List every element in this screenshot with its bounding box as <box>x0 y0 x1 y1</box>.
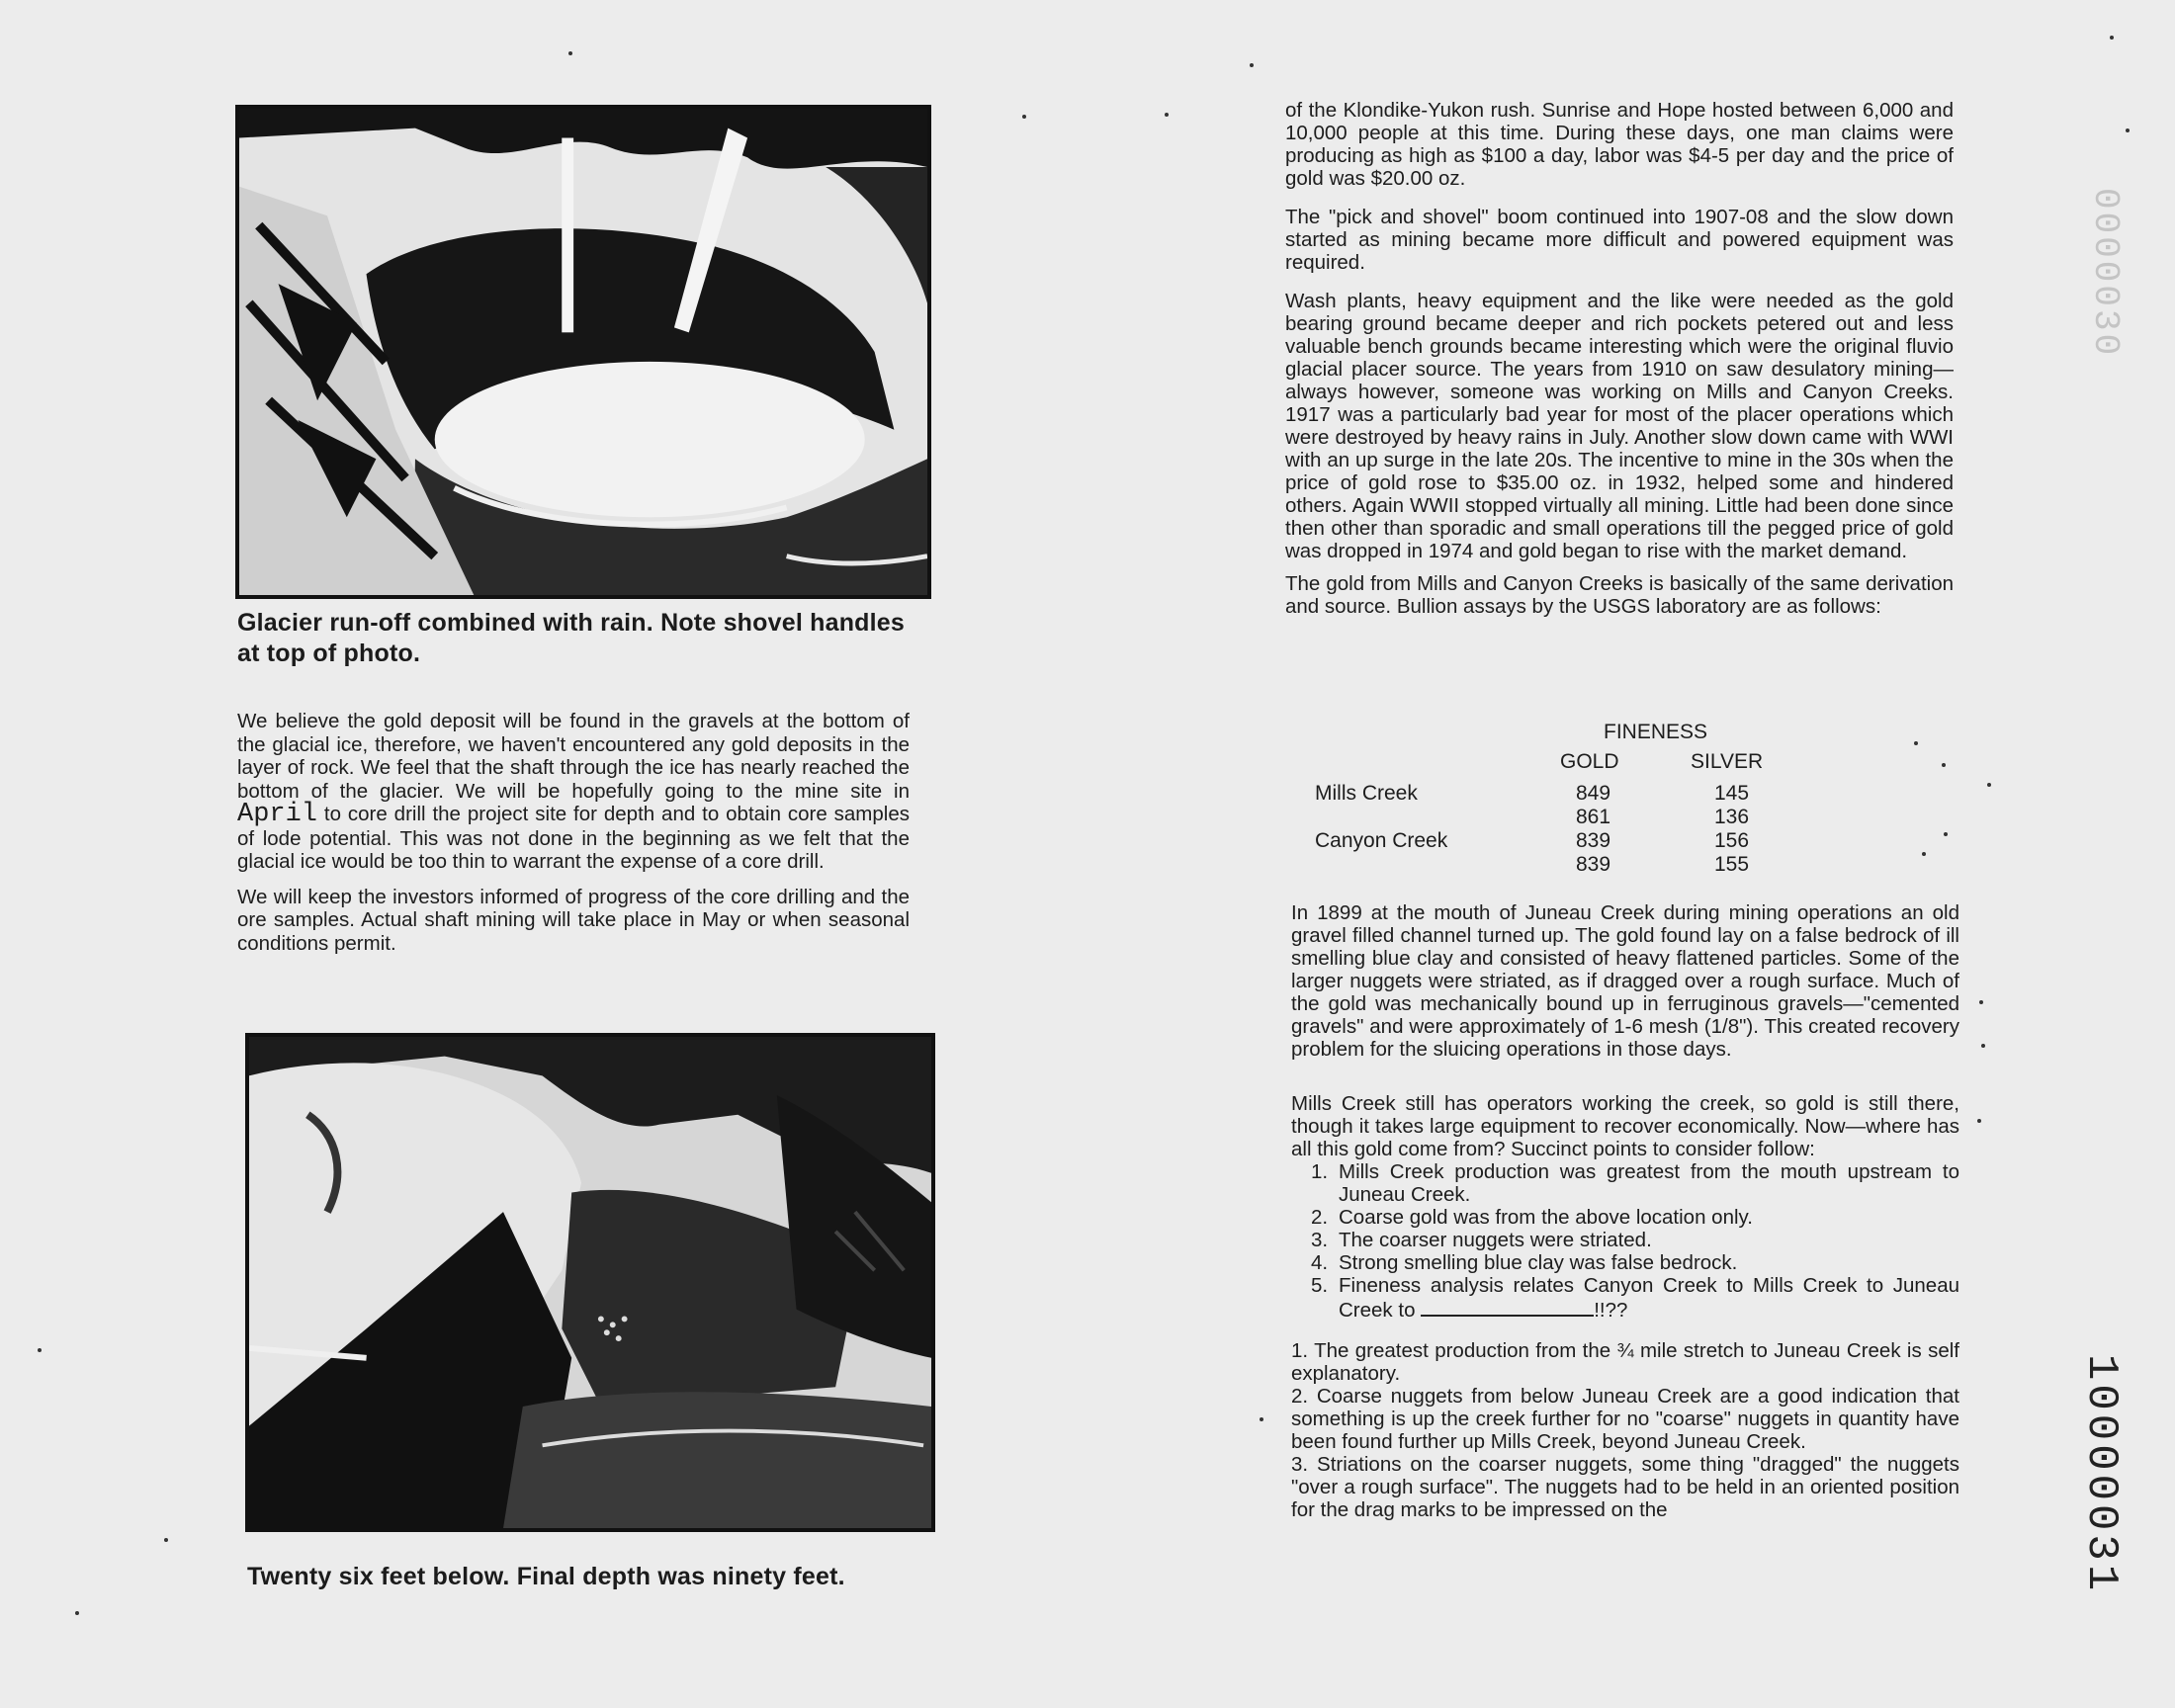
speck <box>568 51 572 55</box>
table-row-1-silver: 145 <box>1714 782 1750 805</box>
table-row-3-creek: Canyon Creek <box>1315 829 1448 852</box>
speck <box>1260 1417 1263 1421</box>
speck <box>1165 113 1169 117</box>
right-column-bottom <box>1291 901 1959 1521</box>
speck <box>1981 1044 1985 1048</box>
list-item: 1. Mills Creek production was greatest from the mouth upstream to Juneau Creek. <box>1311 1160 1959 1206</box>
right-paragraph-6: Mills Creek still has operators working the creek, so gold is still there, though it takes large equipment to recover economically. Now—where has all this gold come from? Succinct points to consider follow: <box>1291 1092 1959 1160</box>
list-item: 4. Strong smelling blue clay was false bedrock. <box>1311 1251 1738 1274</box>
table-row-2-gold: 861 <box>1576 806 1611 828</box>
table-row-4-silver: 155 <box>1714 853 1750 876</box>
speck <box>1922 852 1926 856</box>
speck <box>1250 63 1254 67</box>
table-title: FINENESS <box>1604 721 1708 743</box>
right-paragraph-9: 3. Striations on the coarser nuggets, some thing "dragged" the nuggets "over a rough surface". The nuggets had to be held in an oriented position for the drag marks to be impressed on the <box>1291 1453 1959 1521</box>
speck <box>2110 36 2114 40</box>
speck <box>1942 763 1946 767</box>
speck <box>1022 115 1026 119</box>
right-paragraph-8: 2. Coarse nuggets from below Juneau Creek are a good indication that something is up the creek further for no "coarse" nuggets in quantity have been found further up Mills Creek, beyond Juneau Creek. <box>1291 1385 1959 1453</box>
page-number-stamp: 10000031 <box>2076 1354 2126 1595</box>
left-paragraph-1-part-a: We believe the gold deposit will be found in the gravels at the bottom of the glacial ice, therefore, we haven't encountered any gold deposits in the layer of rock. We feel that the shaft through the ice has nearly reached the bottom of the glacier. We will be hopefully going to the mine site in <box>237 710 910 803</box>
table-header-gold: GOLD <box>1560 750 1619 773</box>
right-paragraph-2: The "pick and shovel" boom continued into 1907-08 and the slow down started as mining became more difficult and powered equipment was required. <box>1285 206 1954 274</box>
table-row-3-gold: 839 <box>1576 829 1611 852</box>
speck <box>164 1538 168 1542</box>
photo-glacier-runoff <box>235 105 931 599</box>
speck <box>1987 783 1991 787</box>
points-list <box>1291 1160 1959 1322</box>
handwritten-month: April <box>237 800 318 829</box>
left-body-text <box>237 710 910 967</box>
left-paragraph-1 <box>237 710 910 874</box>
left-paragraph-1-part-b: to core drill the project site for depth and to obtain core samples of lode potential. This was not done in the beginning as we felt that the glacial ice would be too thin to warrant the expense of a core drill. <box>237 803 910 873</box>
table-header-silver: SILVER <box>1691 750 1764 773</box>
table-row-4-gold: 839 <box>1576 853 1611 876</box>
right-paragraph-3: Wash plants, heavy equipment and the like were needed as the gold bearing ground became deeper and rich pockets petered out and less valuable bench grounds became interesting which were the original fluvio glacial placer source. The years from 1910 on saw desulatory mining—always however, someone was working on Mills and Canyon Creeks. 1917 was a particularly bad year for most of the placer operations which were destroyed by heavy rains in July. Another slow down came with WWI with an up surge in the late 20s. The incentive to mine in the 30s when the price of gold rose to $35.00 oz. in 1932, helped some and hindered others. Again WWII stopped virtually all mining. Little had been done since then other than sporadic and small operations till the pegged price of gold was dropped in 1974 and gold began to rise with the market demand. <box>1285 290 1954 562</box>
table-row-2-silver: 136 <box>1714 806 1750 828</box>
right-paragraph-4: The gold from Mills and Canyon Creeks is basically of the same derivation and source. Bullion assays by the USGS laboratory are as follows: <box>1285 572 1954 618</box>
speck <box>38 1348 42 1352</box>
photo1-caption <box>237 608 949 669</box>
table-row-3-silver: 156 <box>1714 829 1750 852</box>
photo-shaft-image <box>249 1037 931 1528</box>
right-column-top <box>1285 99 1954 618</box>
photo1-caption-line1: Glacier run-off combined with rain. Note shovel handles <box>237 609 905 637</box>
right-paragraph-7: 1. The greatest production from the ¾ mile stretch to Juneau Creek is self explanatory. <box>1291 1339 1959 1385</box>
speck <box>2126 128 2130 132</box>
table-row-1-gold: 849 <box>1576 782 1611 805</box>
table-row-1-creek: Mills Creek <box>1315 782 1418 805</box>
photo1-caption-line2: at top of photo. <box>237 640 421 667</box>
speck <box>1944 832 1948 836</box>
photo-shaft <box>245 1033 935 1532</box>
right-paragraph-5: In 1899 at the mouth of Juneau Creek during mining operations an old gravel filled channel turned up. The gold found lay on a false bedrock of ill smelling blue clay and consisted of heavy flattened particles. Some of the larger nuggets were striated, as if dragged over a rough surface. Much of the gold was mechanically bound up in ferruginous gravels—"cemented gravels" and were approximately of 1-6 mesh (1/8"). This created recovery problem for the sluicing operations in those days. <box>1291 901 1959 1061</box>
photo2-caption: Twenty six feet below. Final depth was ninety feet. <box>247 1563 845 1590</box>
list-item: 3. The coarser nuggets were striated. <box>1311 1229 1652 1251</box>
list-item: 2. Coarse gold was from the above location only. <box>1311 1206 1753 1229</box>
faded-number-stamp: 0000030 <box>2085 188 2126 359</box>
fineness-table <box>1315 720 1869 888</box>
speck <box>75 1611 79 1615</box>
speck <box>1914 741 1918 745</box>
speck <box>1979 1000 1983 1004</box>
list-item: 5. Fineness analysis relates Canyon Creek to Mills Creek to Juneau Creek to !!?? <box>1311 1274 1959 1322</box>
blank-line <box>1421 1297 1594 1317</box>
speck <box>1977 1119 1981 1123</box>
photo-glacier-runoff-image <box>239 109 927 595</box>
left-paragraph-2: We will keep the investors informed of progress of the core drilling and the ore samples. Actual shaft mining will take place in May or when seasonal conditions permit. <box>237 885 910 955</box>
right-paragraph-1: of the Klondike-Yukon rush. Sunrise and Hope hosted between 6,000 and 10,000 people at this time. During these days, one man claims were producing as high as $100 a day, labor was $4-5 per day and the price of gold was $20.00 oz. <box>1285 99 1954 190</box>
